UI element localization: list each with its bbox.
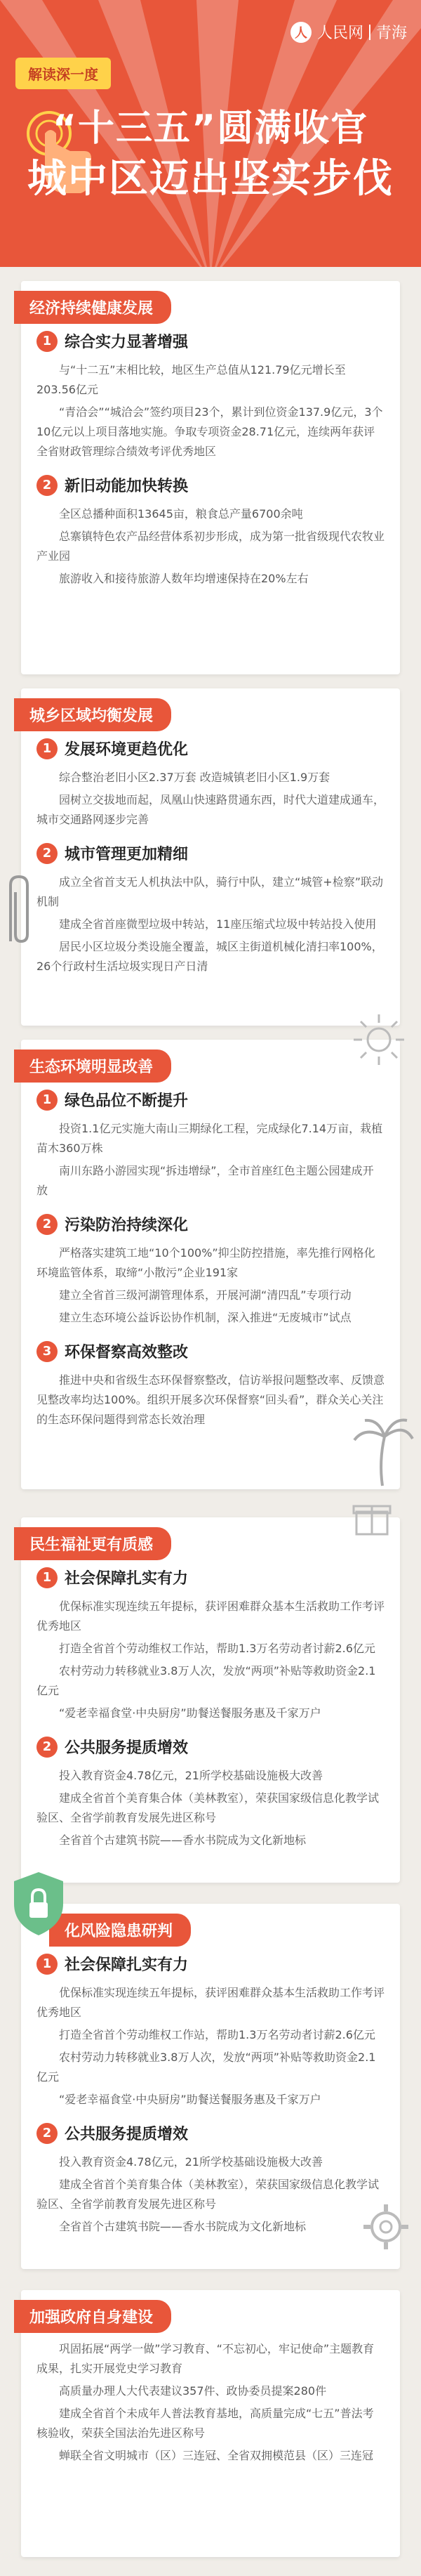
item-number: 1 (36, 1567, 58, 1588)
paragraph: “爱老幸福食堂·中央厨房”助餐送餐服务惠及千家万户 (59, 2093, 321, 2106)
section-heading: 加强政府自身建设 (14, 2300, 171, 2333)
paragraph: 建成全省首个未成年人普法教育基地，高质量完成“七五”普法考核验收，荣获全国法治先进区称号 (36, 2407, 374, 2440)
item-number: 1 (36, 331, 58, 352)
paragraph: 建成全省首个美育集合体（美林教室），荣获国家级信息化教学试验区、全省学前教育发展先进区称号 (36, 2178, 380, 2211)
paragraph: 建成全省首个美育集合体（美林教室），荣获国家级信息化教学试验区、全省学前教育发展先进区称号 (36, 1791, 380, 1824)
paragraph: 全省首个古建筑书院——香水书院成为文化新地标 (59, 1833, 307, 1847)
section-card-government (21, 2290, 400, 2557)
logo-text: 人民网 (316, 25, 363, 42)
section-card-risk (21, 1904, 400, 2269)
paragraph: 总寨镇特色农产品经营体系初步形成，成为第一批省级现代农牧业产业园 (36, 530, 385, 563)
item-number: 3 (36, 1341, 58, 1362)
paragraph: 严格落实建筑工地“10个100%”抑尘防控措施，率先推行网格化环境监管体系，取缔“小散污”企业191家 (36, 1246, 375, 1279)
item-title: 环保督察高效整改 (65, 1344, 189, 1361)
item-title: 绿色品位不断提升 (65, 1092, 189, 1110)
paragraph: 农村劳动力转移就业3.8万人次，发放“两项”补贴等救助资金2.1亿元 (36, 2051, 376, 2084)
logo-divider (369, 25, 370, 40)
paragraph: 打造全省首个劳动维权工作站，帮助1.3万名劳动者讨薪2.6亿元 (59, 2028, 375, 2041)
paragraph: 农村劳动力转移就业3.8万人次，发放“两项”补贴等救助资金2.1亿元 (36, 1664, 376, 1697)
section-heading: 民生福祉更有质感 (14, 1527, 171, 1560)
header-badge: 解读深一度 (15, 58, 111, 89)
item-number: 2 (36, 843, 58, 864)
section-heading: 城乡区域均衡发展 (14, 698, 171, 731)
item-title: 社会保障扎实有力 (65, 1956, 189, 1974)
paragraph: 建立生态环境公益诉讼协作机制，深入推进“无废城市”试点 (59, 1311, 352, 1324)
section-card-welfare (21, 1517, 400, 1883)
paragraph: 优保标准实现连续五年提标，获评困难群众基本生活救助工作考评优秀地区 (36, 1986, 385, 2019)
hero-banner (0, 0, 421, 267)
hero-title-line2: 城中区迈出坚实步伐 (27, 156, 394, 202)
paragraph: 建成全省首座微型垃圾中转站，11座压缩式垃圾中转站投入使用 (59, 917, 377, 931)
section-card-ecology (21, 1040, 400, 1489)
paragraph: “青洽会”“城洽会”签约项目23个，累计到位资金137.9亿元，3个10亿元以上项目落地实施。争取专项资金28.71亿元，连续两年获评全省财政管理综合绩效考评优秀地区 (36, 405, 383, 458)
security-lock-icon (7, 1869, 70, 1939)
logo-region: 青海 (375, 25, 407, 42)
item-number: 2 (36, 2123, 58, 2144)
item-number: 2 (36, 1737, 58, 1758)
gear-icon (358, 2199, 414, 2255)
paragraph: 全区总播种面积13645亩，粮食总产量6700余吨 (59, 507, 303, 521)
section-heading: 经济持续健康发展 (14, 291, 171, 324)
item-title: 综合实力显著增强 (65, 334, 189, 351)
item-title: 发展环境更趋优化 (65, 741, 189, 759)
logo-icon: 人 (290, 22, 312, 43)
item-title: 公共服务提质增效 (65, 2126, 189, 2143)
item-title: 城市管理更加精细 (65, 846, 189, 863)
item-title: 新旧动能加快转换 (65, 478, 189, 495)
paragraph: 旅游收入和接待旅游人数年均增速保持在20%左右 (59, 572, 309, 585)
item-title: 污染防治持续深化 (65, 1217, 189, 1234)
paragraph: 优保标准实现连续五年提标，获评困难群众基本生活救助工作考评优秀地区 (36, 1600, 385, 1633)
sun-icon (351, 1012, 407, 1068)
section-heading: 生态环境明显改善 (14, 1050, 171, 1083)
paragraph: “爱老幸福食堂·中央厨房”助餐送餐服务惠及千家万户 (59, 1706, 321, 1720)
paragraph: 建立全省首三级河湖管理体系，开展河湖“清四乱”专项行动 (59, 1288, 352, 1302)
paragraph: 巩固拓展“两学一做”学习教育、“不忘初心，牢记使命”主题教育成果，扎实开展党史学习教育 (36, 2342, 375, 2375)
gift-icon (351, 1496, 393, 1538)
paragraph: 南川东路小游园实现“拆违增绿”，全市首座红色主题公园建成开放 (36, 1164, 374, 1197)
section-card-urban-rural (21, 688, 400, 1026)
paragraph: 蝉联全省文明城市（区）三连冠、全省双拥模范县（区）三连冠 (59, 2449, 374, 2462)
paragraph: 与“十二五”末相比较，地区生产总值从121.79亿元增长至203.56亿元 (36, 363, 346, 396)
paragraph: 综合整治老旧小区2.37万套 改造城镇老旧小区1.9万套 (59, 771, 330, 784)
item-title: 社会保障扎实有力 (65, 1570, 189, 1588)
section-heading: 化风险隐患研判 (49, 1914, 191, 1947)
paragraph: 投资1.1亿元实施大南山三期绿化工程，完成绿化7.14万亩，栽植苗木360万株 (36, 1122, 383, 1155)
paragraph: 园树立交拔地而起，凤凰山快速路贯通东西，时代大道建成通车，城市交通路网逐步完善 (36, 793, 385, 826)
paragraph: 高质量办理人大代表建议357件、政协委员提案280件 (59, 2384, 327, 2398)
item-number: 1 (36, 1090, 58, 1111)
item-number: 1 (36, 738, 58, 759)
hero-title-line1: “十三五”圆满收官 (52, 107, 369, 150)
paragraph: 打造全省首个劳动维权工作站，帮助1.3万名劳动者讨薪2.6亿元 (59, 1642, 375, 1655)
palm-tree-icon (351, 1412, 414, 1489)
item-number: 1 (36, 1954, 58, 1975)
paragraph: 居民小区垃圾分类设施全覆盖，城区主街道机械化清扫率100%，26个行政村生活垃圾实现日产日清 (36, 940, 383, 973)
paragraph: 成立全省首支无人机执法中队，骑行中队，建立“城管+检察”联动机制 (36, 875, 383, 908)
paragraph: 全省首个古建筑书院——香水书院成为文化新地标 (59, 2220, 307, 2233)
paragraph: 投入教育资金4.78亿元，21所学校基础设施极大改善 (59, 1769, 323, 1782)
paragraph: 投入教育资金4.78亿元，21所学校基础设施极大改善 (59, 2155, 323, 2169)
item-number: 2 (36, 475, 58, 496)
item-title: 公共服务提质增效 (65, 1739, 189, 1757)
paragraph: 推进中央和省级生态环保督察整改，信访举报问题整改率、反馈意见整改率均达100%。组织开展多次环保督察“回头看”，群众关心关注的生态环保问题得到常态长效治理 (36, 1373, 385, 1426)
brand-logo (290, 21, 407, 43)
paperclip-icon (0, 871, 35, 948)
section-card-economy (21, 281, 400, 674)
item-number: 2 (36, 1214, 58, 1235)
